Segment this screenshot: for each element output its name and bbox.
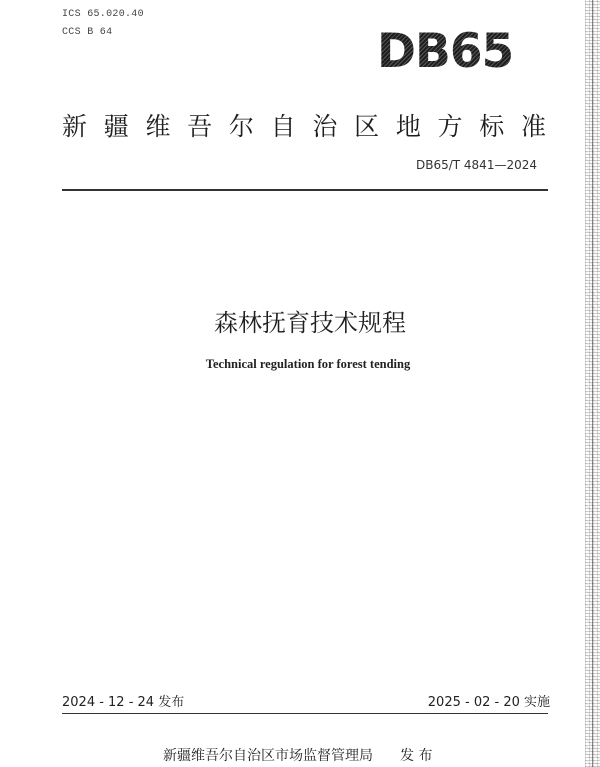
release-date: 2024 - 12 - 24 发布	[62, 695, 185, 710]
header-divider	[62, 189, 548, 191]
implementation-date: 2025 - 02 - 20 实施	[427, 695, 550, 710]
footer-divider	[62, 713, 548, 714]
standard-number: DB65/T 4841—2024	[415, 158, 537, 172]
issuer-name: 新疆维吾尔自治区市场监督管理局	[163, 748, 373, 764]
ccs-code: CCS B 64	[62, 27, 113, 38]
issuer-action: 发 布	[400, 748, 433, 764]
standard-category-header: 新 疆 维 吾 尔 自 治 区 地 方 标 准	[62, 112, 546, 141]
ics-code: ICS 65.020.40	[62, 9, 144, 20]
document-title-english: Technical regulation for forest tending	[205, 357, 411, 371]
db65-logo: DB65	[377, 24, 514, 79]
document-title-chinese: 森林抚育技术规程	[214, 309, 406, 337]
scan-edge-line	[592, 0, 593, 767]
